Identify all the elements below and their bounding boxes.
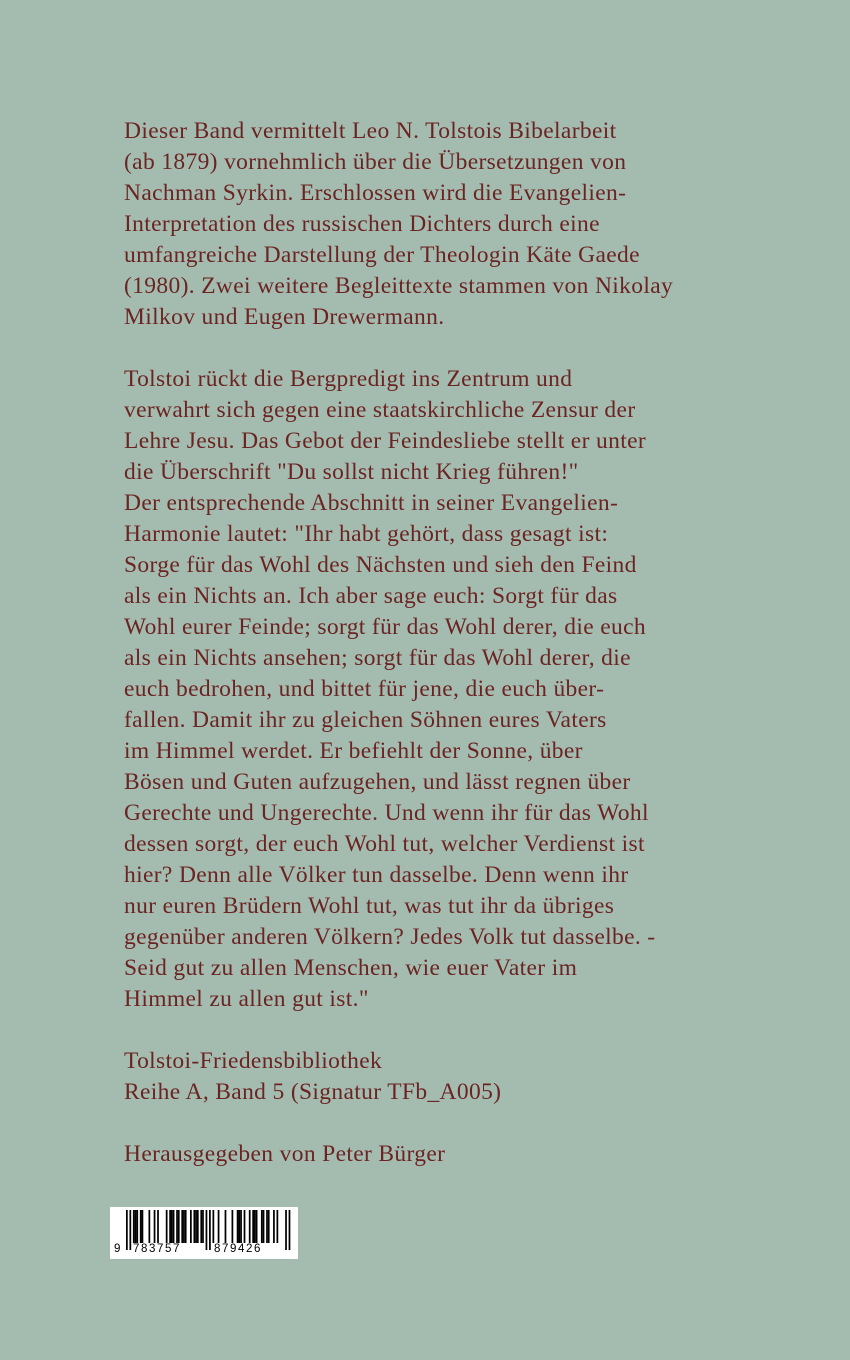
text-line: als ein Nichts ansehen; sorgt für das Wohl derer, die (124, 645, 631, 671)
barcode-bar (218, 1210, 220, 1243)
barcode-bar (263, 1210, 265, 1243)
barcode-digit-group-left: 783757 (133, 1243, 181, 1255)
text-line: Himmel zu allen gut ist." (124, 986, 369, 1012)
text-line: Wohl eurer Feinde; sorgt für das Wohl derer, die euch (124, 614, 646, 640)
paragraph-spacer (124, 333, 814, 364)
barcode-bar (225, 1210, 227, 1243)
text-line: umfangreiche Darstellung der Theologin Käte Gaede (124, 242, 640, 268)
barcode-bar (232, 1210, 234, 1243)
barcode-bar (135, 1210, 137, 1243)
text-line: Dieser Band vermittelt Leo N. Tolstois Bibelarbeit (124, 118, 617, 144)
text-line: (ab 1879) vornehmlich über die Übersetzungen von (124, 149, 627, 175)
text-line: Milkov und Eugen Drewermann. (124, 304, 445, 330)
text-line: gegenüber anderen Völkern? Jedes Volk tut dasselbe. - (124, 924, 656, 950)
barcode-lead-digit: 9 (114, 1243, 122, 1255)
text-line: Seid gut zu allen Menschen, wie euer Vater im (124, 955, 578, 981)
barcode-bar (252, 1210, 254, 1243)
barcode-bar (140, 1210, 142, 1243)
barcode-number (110, 1243, 298, 1259)
paragraph-spacer (124, 1108, 814, 1139)
barcode-bar (142, 1210, 144, 1243)
barcode-bar (277, 1210, 279, 1243)
paragraph-spacer (124, 1015, 814, 1046)
text-line: euch bedrohen, und bittet für jene, die euch über- (124, 676, 605, 702)
text-line: Interpretation des russischen Dichters durch eine (124, 211, 600, 237)
text-line: (1980). Zwei weitere Begleittexte stammen von Nikolay (124, 273, 674, 299)
description-paragraph-2 (124, 364, 814, 1015)
series-volume: Reihe A, Band 5 (Signatur TFb_A005) (124, 1079, 502, 1105)
barcode-bar (173, 1210, 175, 1243)
text-line: als ein Nichts an. Ich aber sage euch: Sorgt für das (124, 583, 618, 609)
barcode-bar (237, 1210, 239, 1243)
barcode-bar (185, 1210, 187, 1243)
text-line: nur euren Brüdern Wohl tut, was tut ihr da übriges (124, 893, 615, 919)
barcode-bar (190, 1210, 192, 1243)
barcode-bar (273, 1210, 275, 1243)
barcode-bar (202, 1210, 204, 1243)
text-line: hier? Denn alle Völker tun dasselbe. Denn wenn ihr (124, 862, 629, 888)
barcode-bar (166, 1210, 168, 1243)
description-paragraph-1 (124, 116, 814, 333)
barcode-digit-group-right: 879426 (214, 1243, 262, 1255)
barcode-bar (261, 1210, 263, 1243)
barcode-bar (256, 1210, 258, 1243)
barcode-bar (195, 1210, 197, 1243)
barcode-bar (240, 1210, 242, 1243)
text-line: Lehre Jesu. Das Gebot der Feindesliebe stellt er unter (124, 428, 647, 454)
text-line: Nachman Syrkin. Erschlossen wird die Evangelien- (124, 180, 627, 206)
barcode-bar (254, 1210, 256, 1243)
editor-info (124, 1139, 814, 1170)
barcode-bar (197, 1210, 199, 1243)
barcode-bar (176, 1210, 178, 1243)
barcode-bar (183, 1210, 185, 1243)
text-line: dessen sorgt, der euch Wohl tut, welcher Verdienst ist (124, 831, 645, 857)
barcode-bar (157, 1210, 159, 1243)
isbn-barcode (110, 1207, 298, 1259)
barcode-bar (136, 1210, 138, 1243)
text-line: fallen. Damit ihr zu gleichen Söhnen eures Vaters (124, 707, 607, 733)
barcode-bar (249, 1210, 251, 1243)
barcode-bar (133, 1210, 135, 1243)
series-info (124, 1046, 814, 1108)
text-line: Harmonie lautet: "Ihr habt gehört, dass gesagt ist: (124, 521, 609, 547)
text-line: Sorge für das Wohl des Nächsten und sieh den Feind (124, 552, 637, 578)
barcode-bar (148, 1210, 150, 1243)
back-cover-text (124, 116, 814, 1170)
text-line: Bösen und Guten aufzugehen, und lässt regnen über (124, 769, 631, 795)
text-line: Tolstoi rückt die Bergpredigt ins Zentrum und (124, 366, 573, 392)
barcode-bar (193, 1210, 195, 1243)
barcode-bar (181, 1210, 183, 1243)
barcode-bar (213, 1210, 215, 1243)
barcode-bar (178, 1210, 180, 1243)
barcode-bar (169, 1210, 171, 1243)
barcode-bar (200, 1210, 202, 1243)
barcode-bar (238, 1210, 240, 1243)
series-name: Tolstoi-Friedensbibliothek (124, 1048, 383, 1074)
barcode-bar (266, 1210, 268, 1243)
barcode-bar (244, 1210, 246, 1243)
barcode-bar (171, 1210, 173, 1243)
barcode-bar (268, 1210, 270, 1243)
editor-line: Herausgegeben von Peter Bürger (124, 1141, 446, 1167)
text-line: verwahrt sich gegen eine staatskirchliche Zensur der (124, 397, 636, 423)
text-line: Der entsprechende Abschnitt in seiner Evangelien- (124, 490, 619, 516)
text-line: Gerechte und Ungerechte. Und wenn ihr für das Wohl (124, 800, 649, 826)
text-line: im Himmel werdet. Er befiehlt der Sonne, über (124, 738, 583, 764)
text-line: die Überschrift "Du sollst nicht Krieg führen!" (124, 459, 579, 485)
barcode-bar (154, 1210, 156, 1243)
